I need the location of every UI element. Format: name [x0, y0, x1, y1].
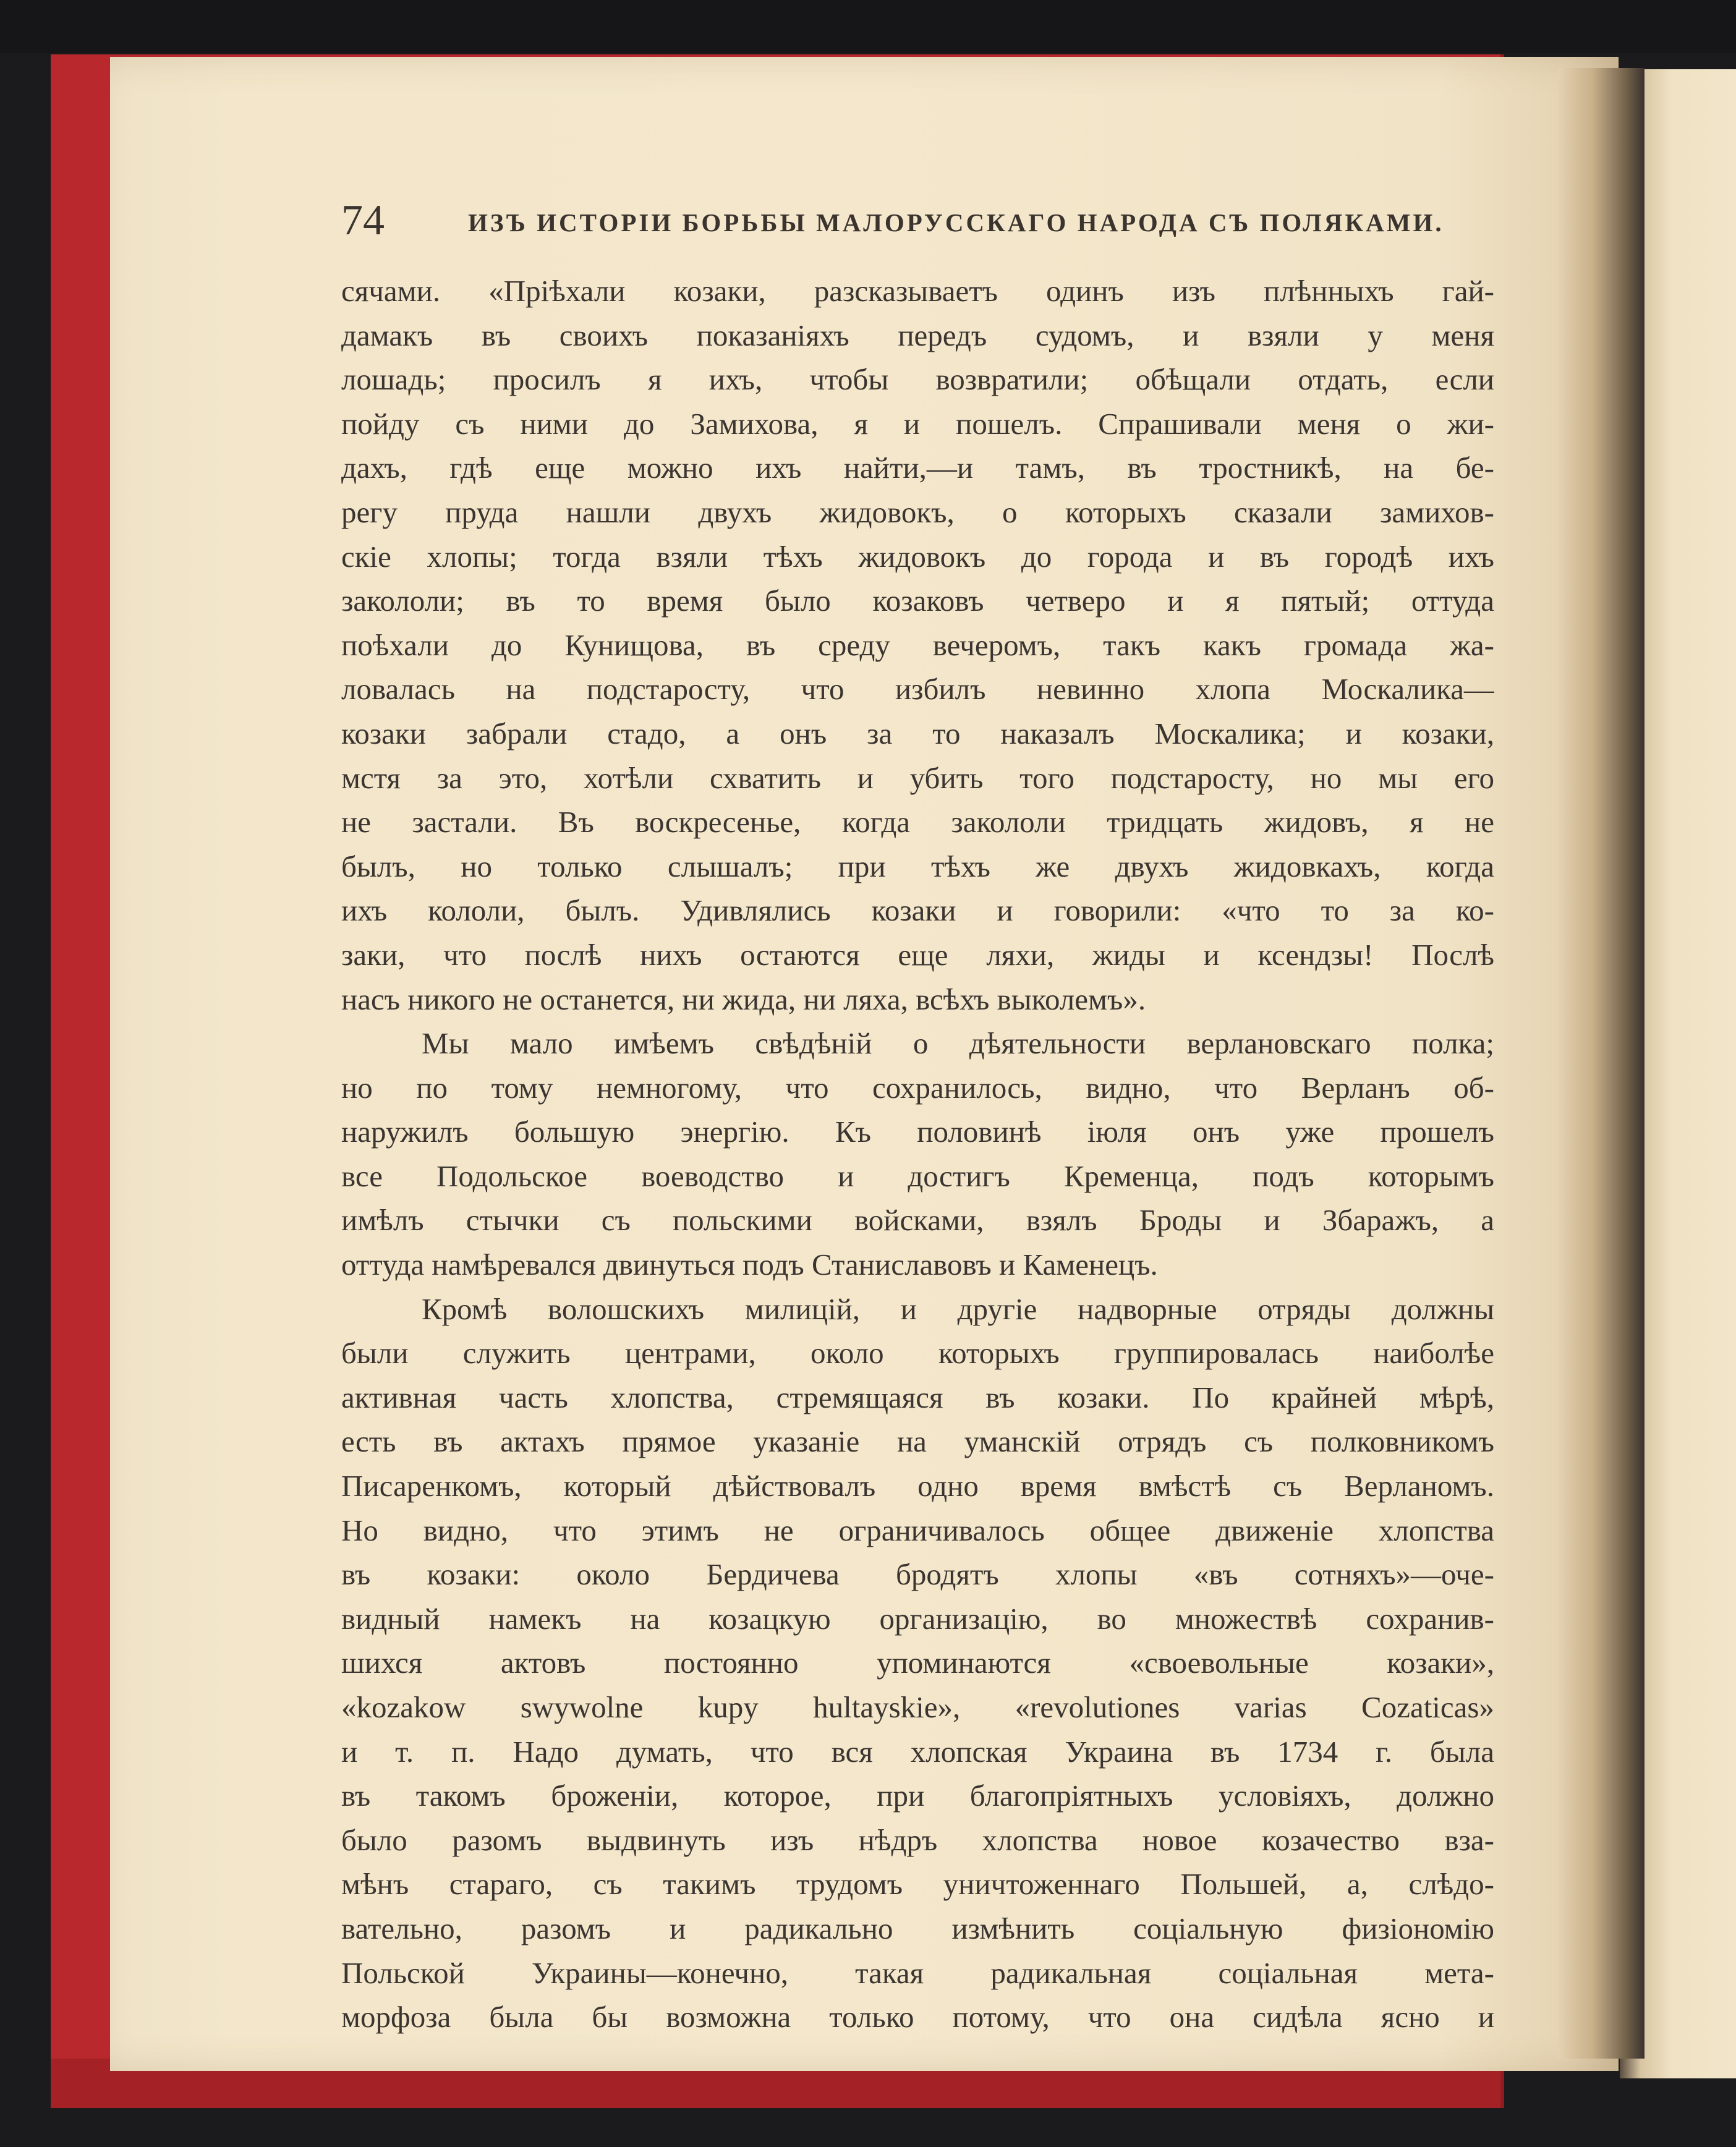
text-line: Мы мало имѣемъ свѣдѣній о дѣятельности верлановскаго полка;	[422, 1026, 1494, 1061]
text-line: насъ никого не останется, ни жида, ни ляха, всѣхъ выколемъ».	[341, 982, 1146, 1016]
page-body-text	[341, 269, 1494, 2039]
text-line: имѣлъ стычки съ польскими войсками, взялъ Броды и Збаражъ, а	[341, 1203, 1494, 1238]
text-line: было разомъ выдвинуть изъ нѣдръ хлопства новое козачество вза-	[341, 1822, 1494, 1857]
text-line: морфоза была бы возможна только потому, что она сидѣла ясно и	[341, 2000, 1494, 2034]
text-line: мстя за это, хотѣли схватить и убить того подстаросту, но мы его	[341, 760, 1494, 795]
text-line: шихся актовъ постоянно упоминаются «своевольные козаки»,	[341, 1646, 1494, 1680]
text-line: Но видно, что этимъ не ограничивалось общее движеніе хлопства	[341, 1513, 1494, 1547]
page-header	[341, 199, 1494, 242]
page-number: 74	[341, 197, 385, 244]
text-line: былъ, но только слышалъ; при тѣхъ же двухъ жидовкахъ, когда	[341, 849, 1494, 883]
text-line: пойду съ ними до Замихова, я и пошелъ. Спрашивали меня о жи-	[341, 406, 1494, 441]
text-line: закололи; въ то время было козаковъ четверо и я пятый; оттуда	[341, 584, 1494, 618]
text-line: сячами. «Пріѣхали козаки, разсказываетъ одинъ изъ плѣнныхъ гай-	[341, 274, 1494, 308]
text-line: регу пруда нашли двухъ жидовокъ, о которыхъ сказали замихов-	[341, 495, 1494, 529]
text-line: вательно, разомъ и радикально измѣнить соціальную физіономію	[341, 1911, 1494, 1945]
text-line: есть въ актахъ прямое указаніе на уманскій отрядъ съ полковникомъ	[341, 1424, 1494, 1459]
text-line: заки, что послѣ нихъ остаются еще ляхи, жиды и ксендзы! Послѣ	[341, 937, 1494, 972]
text-line: были служить центрами, около которыхъ группировалась наиболѣе	[341, 1336, 1494, 1371]
text-line: «kozakow swywolne kupy hultayskie», «revolutiones varias Cozaticas»	[341, 1690, 1494, 1724]
text-line: лошадь; просилъ я ихъ, чтобы возвратили; обѣщали отдать, если	[341, 362, 1494, 397]
text-line: не застали. Въ воскресенье, когда закололи тридцать жидовъ, я не	[341, 805, 1494, 840]
text-line: все Подольское воеводство и достигъ Кременца, подъ которымъ	[341, 1159, 1494, 1193]
text-line: козаки забрали стадо, а онъ за то наказалъ Москалика; и козаки,	[341, 716, 1494, 750]
text-line: и т. п. Надо думать, что вся хлопская Украина въ 1734 г. была	[341, 1734, 1494, 1769]
text-line: дамакъ въ своихъ показаніяхъ передъ судомъ, и взяли у меня	[341, 318, 1494, 352]
scan-top-border	[0, 0, 1736, 53]
text-line: скіе хлопы; тогда взяли тѣхъ жидовокъ до города и въ городѣ ихъ	[341, 539, 1494, 574]
text-line: мѣнъ стараго, съ такимъ трудомъ уничтоженнаго Польшей, а, слѣдо-	[341, 1867, 1494, 1902]
text-line: Польской Украины—конечно, такая радикальная соціальная мета-	[341, 1955, 1494, 1990]
text-line: Писаренкомъ, который дѣйствовалъ одно время вмѣстѣ съ Верланомъ.	[341, 1469, 1494, 1503]
running-head: ИЗЪ ИСТОРІИ БОРЬБЫ МАЛОРУССКАГО НАРОДА СЪ ПОЛЯКАМИ.	[468, 208, 1444, 237]
text-line: ихъ кололи, былъ. Удивлялись козаки и говорили: «что то за ко-	[341, 893, 1494, 928]
text-line: активная часть хлопства, стремящаяся въ козаки. По крайней мѣрѣ,	[341, 1380, 1494, 1414]
text-line: поѣхали до Кунищова, въ среду вечеромъ, такъ какъ громада жа-	[341, 627, 1494, 662]
text-line: видный намекъ на козацкую организацію, во множествѣ сохранив-	[341, 1601, 1494, 1636]
text-line: наружилъ большую энергію. Къ половинѣ іюля онъ уже прошелъ	[341, 1115, 1494, 1149]
text-line: ловалась на подстаросту, что избилъ невинно хлопа Москалика—	[341, 672, 1494, 707]
text-line: но по тому немногому, что сохранилось, видно, что Верланъ об-	[341, 1070, 1494, 1105]
text-line: Кромѣ волошскихъ милицій, и другіе надворные отряды должны	[422, 1291, 1494, 1326]
text-line: оттуда намѣревался двинуться подъ Станиславовъ и Каменецъ.	[341, 1248, 1158, 1282]
text-line: въ такомъ броженіи, которое, при благопріятныхъ условіяхъ, должно	[341, 1779, 1494, 1813]
text-line: дахъ, гдѣ еще можно ихъ найти,—и тамъ, въ тростникѣ, на бе-	[341, 451, 1494, 485]
text-line: въ козаки: около Бердичева бродятъ хлопы «въ сотняхъ»—оче-	[341, 1557, 1494, 1592]
page-gutter-shadow	[1558, 68, 1645, 2059]
